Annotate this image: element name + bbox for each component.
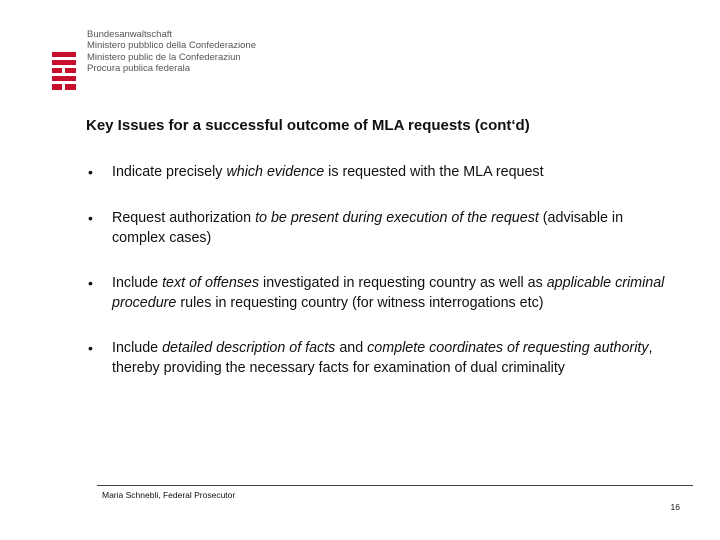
bullet-text [112,162,677,182]
agency-line-romansh: Ministero public de la Confederaziun [87,51,241,63]
emphasized-phrase: applicable criminal procedure [112,275,665,311]
footer-divider [97,485,693,486]
text-segment: investigated in requesting country as well as [259,275,547,291]
emphasized-phrase: complete coordinates of requesting authority [367,340,649,356]
federal-logo [52,52,76,90]
text-segment: Indicate precisely [112,164,227,180]
agency-line-german: Bundesanwaltschaft [87,29,173,40]
emphasized-phrase: to be present during execution of the request [255,210,539,226]
bullet-symbol: • [88,340,93,356]
emphasized-phrase: which evidence [226,164,325,180]
text-segment: and [335,340,368,356]
bullet-symbol: • [88,210,93,226]
text-segment: Include [112,275,163,291]
logo-graphic [52,52,76,90]
text-segment: Include [112,340,163,356]
text-segment: Request authorization [112,210,256,226]
agency-line-italian: Ministero pubblico della Confederazione [87,40,256,52]
emphasized-phrase: text of offenses [162,275,260,291]
bullet-symbol: • [88,275,93,291]
agency-line-romansh-alt: Procura publica federala [87,63,190,75]
footer-author: Maria Schnebli, Federal Prosecutor [102,490,236,500]
page-number: 16 [670,502,680,512]
bullet-symbol: • [88,164,93,180]
emphasized-phrase: detailed description of facts [162,340,336,356]
text-segment: is requested with the MLA request [324,164,544,180]
agency-name-block [87,29,256,75]
text-segment: , thereby providing the necessary facts for examination of dual criminality [112,340,653,376]
slide-title: Key Issues for a successful outcome of MLA requests (cont‘d) [86,117,530,134]
text-segment: (advisable in complex cases) [112,210,624,246]
bullet-text [112,338,677,378]
bullet-text [112,273,677,313]
text-segment: rules in requesting country (for witness interrogations etc) [176,295,544,311]
bullet-text [112,208,677,248]
